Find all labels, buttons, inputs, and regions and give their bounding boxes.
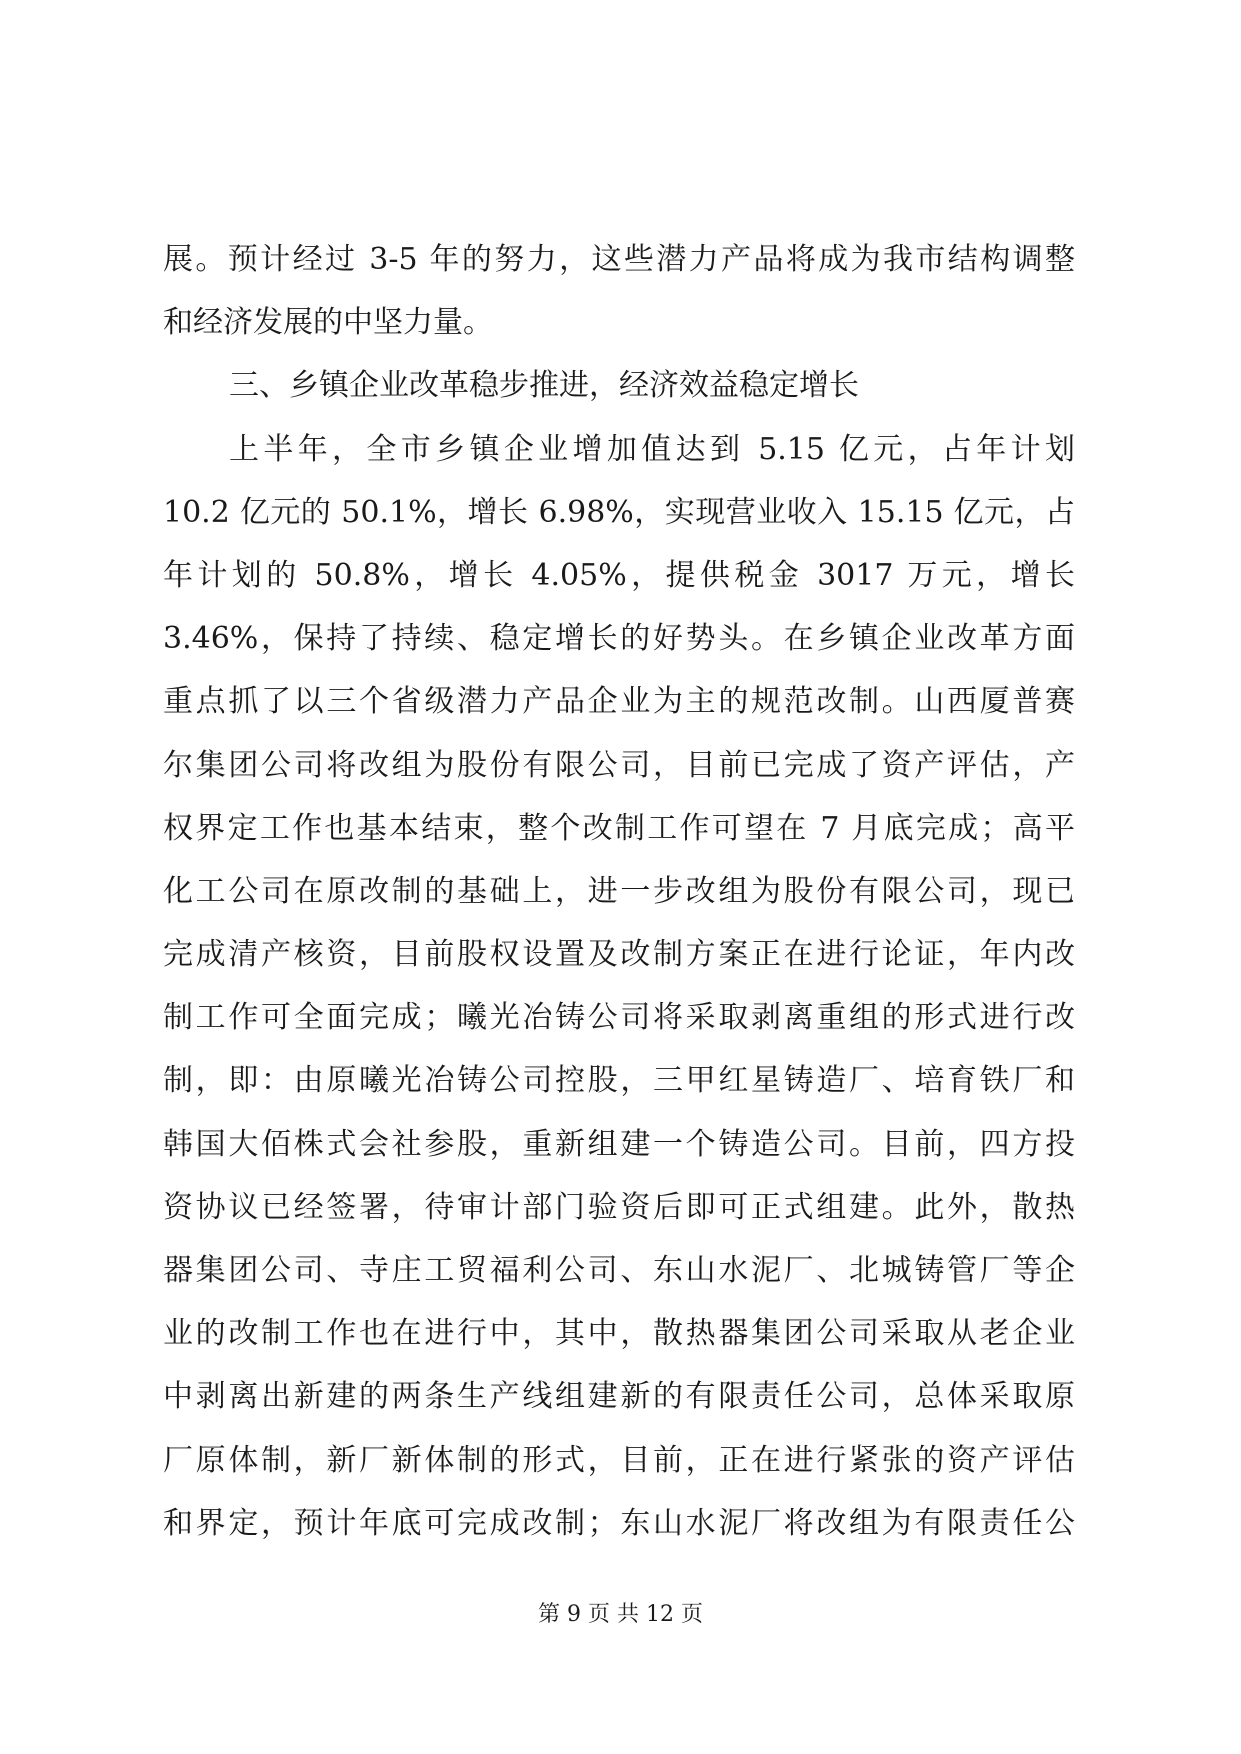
text-line: 尔集团公司将改组为股份有限公司，目前已完成了资产评估，产	[163, 747, 1075, 783]
text-line: 韩国大佰株式会社参股，重新组建一个铸造公司。目前，四方投	[163, 1126, 1075, 1162]
text-line: 制工作可全面完成；曦光冶铸公司将采取剥离重组的形式进行改	[163, 1000, 1075, 1036]
text-line: 中剥离出新建的两条生产线组建新的有限责任公司，总体采取原	[163, 1379, 1075, 1415]
page-number-footer: 第 9 页 共 12 页	[538, 1602, 703, 1627]
text-line: 制，即：由原曦光冶铸公司控股，三甲红星铸造厂、培育铁厂和	[163, 1063, 1075, 1099]
text-line: 展。预计经过 3-5 年的努力，这些潜力产品将成为我市结构调整	[163, 242, 1075, 277]
text-line: 和经济发展的中坚力量。	[163, 305, 493, 341]
text-line: 上半年，全市乡镇企业增加值达到 5.15 亿元，占年计划	[229, 431, 1075, 467]
text-line: 年计划的 50.8%，增长 4.05%，提供税金 3017 万元，增长	[163, 557, 1075, 593]
text-line: 业的改制工作也在进行中，其中，散热器集团公司采取从老企业	[163, 1316, 1075, 1352]
text-line: 器集团公司、寺庄工贸福利公司、东山水泥厂、北城铸管厂等企	[163, 1253, 1075, 1288]
text-line: 厂原体制，新厂新体制的形式，目前，正在进行紧张的资产评估	[163, 1442, 1075, 1478]
text-line: 权界定工作也基本结束，整个改制工作可望在 7 月底完成；高平	[163, 810, 1075, 846]
text-line: 3.46%，保持了持续、稳定增长的好势头。在乡镇企业改革方面	[163, 621, 1075, 657]
text-line: 化工公司在原改制的基础上，进一步改组为股份有限公司，现已	[163, 873, 1075, 909]
body-text	[163, 228, 1075, 1555]
section-heading: 三、乡镇企业改革稳步推进，经济效益稳定增长	[229, 368, 859, 404]
text-line: 资协议已经签署，待审计部门验资后即可正式组建。此外，散热	[163, 1189, 1075, 1225]
text-line: 重点抓了以三个省级潜力产品企业为主的规范改制。山西厦普赛	[163, 684, 1075, 720]
text-line: 完成清产核资，目前股权设置及改制方案正在进行论证，年内改	[163, 937, 1075, 973]
text-line: 10.2 亿元的 50.1%，增长 6.98%，实现营业收入 15.15 亿元，占	[163, 494, 1075, 530]
text-line: 和界定，预计年底可完成改制；东山水泥厂将改组为有限责任公	[163, 1505, 1075, 1541]
